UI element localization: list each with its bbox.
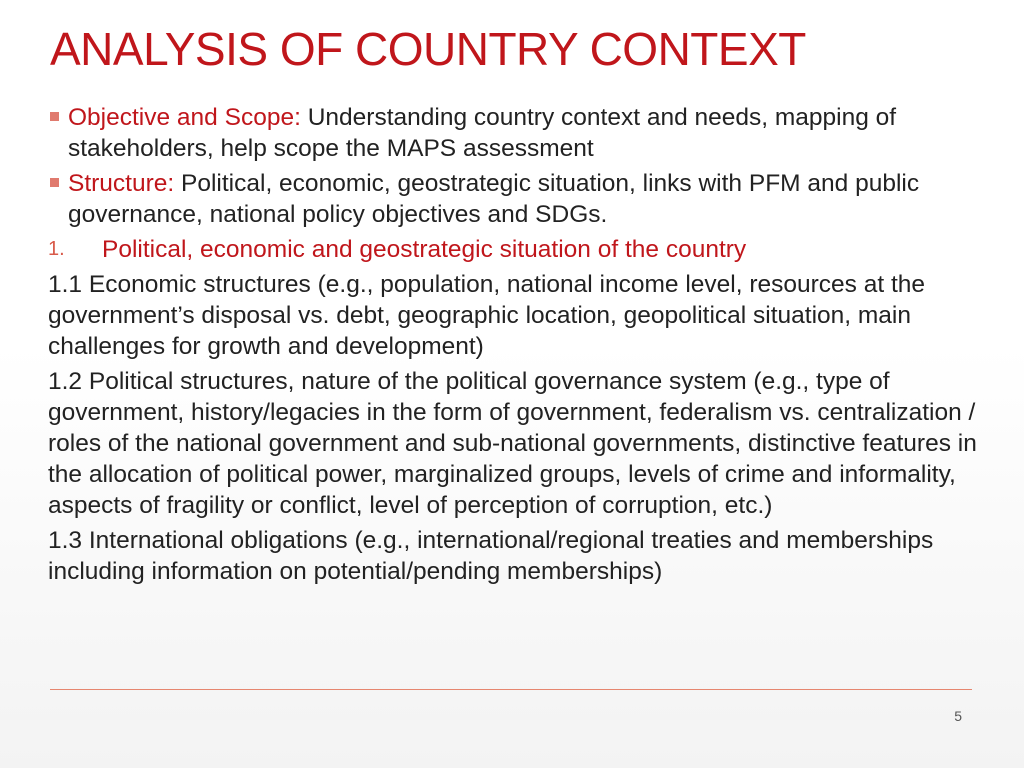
bullet-structure (48, 168, 988, 230)
paragraph-international-obligations: 1.3 International obligations (e.g., international/regional treaties and memberships including information on potential/pending memberships) (48, 527, 934, 585)
footer-divider (50, 689, 972, 690)
slide-content (48, 102, 988, 591)
bullet-label: Objective and Scope: (68, 104, 301, 131)
square-bullet-icon (50, 178, 59, 187)
square-bullet-icon (50, 112, 59, 121)
bullet-text: Political, economic, geostrategic situation, links with PFM and public governance, national policy objectives and SDGs. (68, 170, 920, 228)
bullet-label: Structure: (68, 170, 175, 197)
heading-number: 1. (48, 238, 65, 260)
heading-text: Political, economic and geostrategic situation of the country (102, 236, 747, 263)
bullet-text: Understanding country context and needs, mapping of stakeholders, help scope the MAPS assessment (68, 104, 897, 162)
paragraph-economic-structures: 1.1 Economic structures (e.g., population, national income level, resources at the government’s disposal vs. debt, geographic location, geopolitical situation, main challenges for growth and development) (48, 271, 926, 360)
paragraph-political-structures: 1.2 Political structures, nature of the political governance system (e.g., type of government, history/legacies in the form of government, federalism vs. centralization / roles of the national government and sub-national governments, distinctive features in the allocation of political power, marginalized groups, levels of crime and informality, aspects of fragility or conflict, level of perception of corruption, etc.) (48, 368, 977, 519)
slide-title: ANALYSIS OF COUNTRY CONTEXT (50, 23, 806, 75)
bullet-objective-scope (48, 102, 988, 164)
page-number: 5 (954, 708, 962, 724)
numbered-heading (48, 234, 988, 265)
